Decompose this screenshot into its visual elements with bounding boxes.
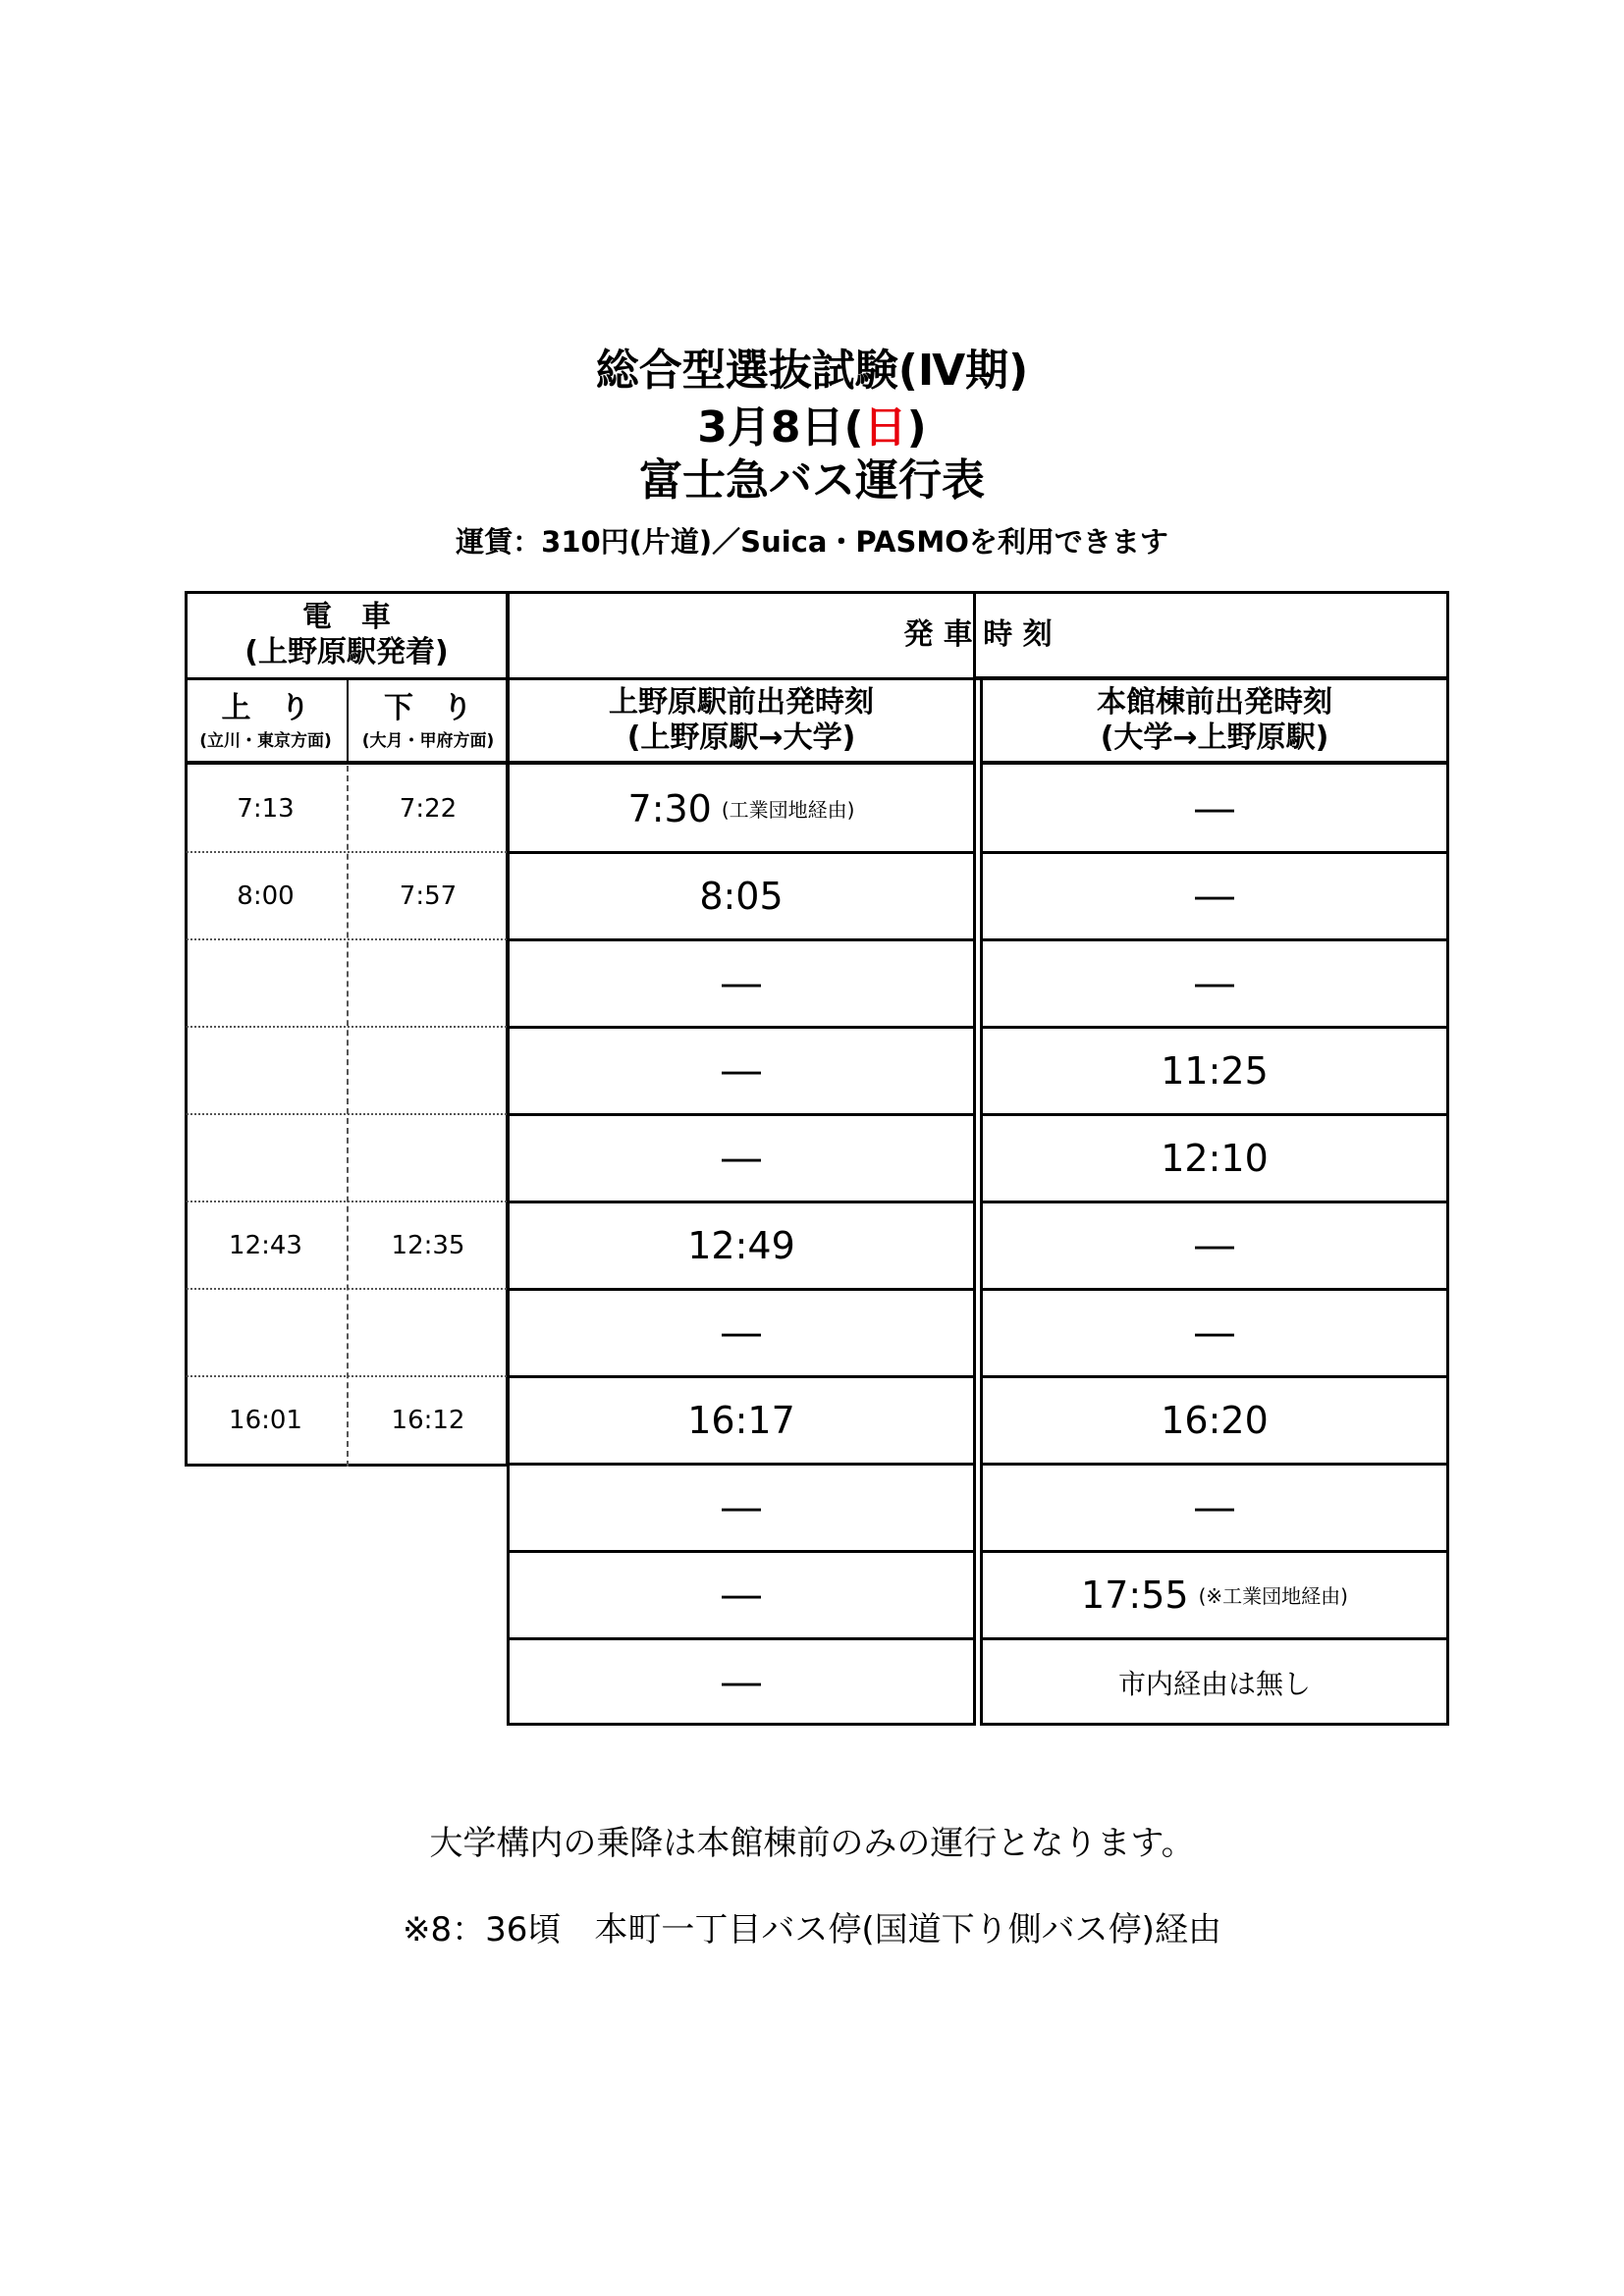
col-a-cell	[507, 1289, 976, 1376]
col-a-label: 上野原駅前出発時刻	[609, 685, 874, 720]
col-b-cell	[980, 939, 1449, 1027]
col-b-cell-time: ―	[1195, 1484, 1234, 1530]
train-down-time: 7:57	[399, 881, 458, 911]
train-header	[185, 593, 509, 677]
col-a-cell-time: 7:30	[627, 786, 712, 830]
col-a-cell-time: ―	[722, 1484, 761, 1530]
col-a-cell-time: ―	[722, 1659, 761, 1705]
train-down-time	[348, 1114, 509, 1201]
col-a-cell	[507, 1551, 976, 1638]
train-down-time: 7:22	[399, 793, 458, 824]
down-sub: (大月・甲府方面)	[361, 730, 495, 751]
col-a-cell	[507, 1638, 976, 1726]
col-a-cell	[507, 1201, 976, 1289]
train-down-time: 12:35	[391, 1230, 465, 1260]
col-a-cell-time: ―	[722, 1309, 761, 1356]
col-a-sub: (上野原駅→大学)	[626, 721, 856, 755]
col-a-cell-time: 12:49	[687, 1223, 795, 1267]
col-b-cell-time: ―	[1195, 960, 1234, 1006]
col-a-cell	[507, 1376, 976, 1464]
train-up-time: 7:13	[237, 793, 295, 824]
footer-note-2: ※8：36頃 本町一丁目バス停(国道下り側バス停)経由	[403, 1910, 1221, 1949]
title-date	[0, 402, 1624, 454]
col-a-cell	[507, 1027, 976, 1114]
col-b-cell	[980, 1027, 1449, 1114]
train-up-time	[185, 1027, 347, 1114]
departure-header	[507, 593, 1449, 677]
col-b-cell-note: (※工業団地経由)	[1198, 1584, 1348, 1608]
col-a-cell	[507, 765, 976, 852]
col-a-cell-time: ―	[722, 960, 761, 1006]
col-b-cell	[980, 852, 1449, 939]
train-up-time	[185, 939, 347, 1027]
col-b-cell-time: 市内経由は無し	[1117, 1667, 1311, 1700]
fare-info: 運賃：310円(片道)／Suica・PASMOを利用できます	[456, 525, 1168, 559]
down-label: 下 り	[384, 690, 472, 725]
train-up-time	[185, 1289, 347, 1376]
footer-note-1: 大学構内の乗降は本館棟前のみの運行となります。	[429, 1824, 1195, 1863]
col-b-sub: (大学→上野原駅)	[1100, 721, 1329, 755]
col-b-cell	[980, 1638, 1449, 1726]
col-a-cell-time: ―	[722, 1572, 761, 1618]
train-up-time: 16:01	[229, 1405, 302, 1435]
col-b-cell	[980, 765, 1449, 852]
col-b-cell-time: 17:55	[1081, 1573, 1189, 1617]
title-exam: 総合型選抜試験(Ⅳ期)	[595, 346, 1029, 396]
col-b-cell	[980, 1376, 1449, 1464]
col-b-cell	[980, 1114, 1449, 1201]
col-b-cell-time: ―	[1195, 1309, 1234, 1356]
train-down-time: 16:12	[391, 1405, 465, 1435]
train-header-sub: (上野原駅発着)	[244, 635, 449, 669]
train-down-time	[348, 1027, 509, 1114]
col-a-cell-note: (工業団地経由)	[721, 798, 855, 822]
col-b-cell-time: ―	[1195, 1222, 1234, 1268]
col-a-cell-time: 8:05	[699, 874, 784, 918]
col-a-cell-time: ―	[722, 1135, 761, 1181]
up-header	[185, 679, 347, 762]
col-b-header	[980, 679, 1449, 762]
col-b-cell	[980, 1464, 1449, 1551]
train-up-time	[185, 1114, 347, 1201]
col-a-cell	[507, 1464, 976, 1551]
col-b-cell-time: 11:25	[1161, 1048, 1269, 1093]
col-b-label: 本館棟前出発時刻	[1097, 685, 1332, 720]
col-b-cell-time: 12:10	[1161, 1136, 1269, 1180]
col-b-cell	[980, 1289, 1449, 1376]
col-a-cell	[507, 852, 976, 939]
col-a-cell	[507, 939, 976, 1027]
col-a-cell-time: ―	[722, 1047, 761, 1094]
col-a-header	[507, 679, 976, 762]
title-date-day: 日	[863, 402, 907, 453]
departure-header-label: 発 車 時 刻	[903, 617, 1053, 652]
up-sub: (立川・東京方面)	[199, 730, 332, 751]
train-header-label: 電 車	[302, 600, 391, 634]
col-b-cell-time: 16:20	[1161, 1398, 1269, 1442]
train-up-time: 12:43	[229, 1230, 302, 1260]
col-b-cell-time: ―	[1195, 785, 1234, 831]
col-b-cell-time: ―	[1195, 873, 1234, 919]
col-b-cell	[980, 1201, 1449, 1289]
train-up-time: 8:00	[237, 881, 295, 911]
train-down-time	[348, 1289, 509, 1376]
col-a-cell	[507, 1114, 976, 1201]
down-header	[348, 679, 509, 762]
col-a-cell-time: 16:17	[687, 1398, 795, 1442]
title-timetable: 富士急バス運行表	[639, 455, 985, 506]
train-down-time	[348, 939, 509, 1027]
title-date-suffix: )	[906, 402, 927, 453]
up-label: 上 り	[221, 690, 310, 725]
title-date-prefix: 3月8日(	[697, 402, 864, 453]
col-b-cell	[980, 1551, 1449, 1638]
